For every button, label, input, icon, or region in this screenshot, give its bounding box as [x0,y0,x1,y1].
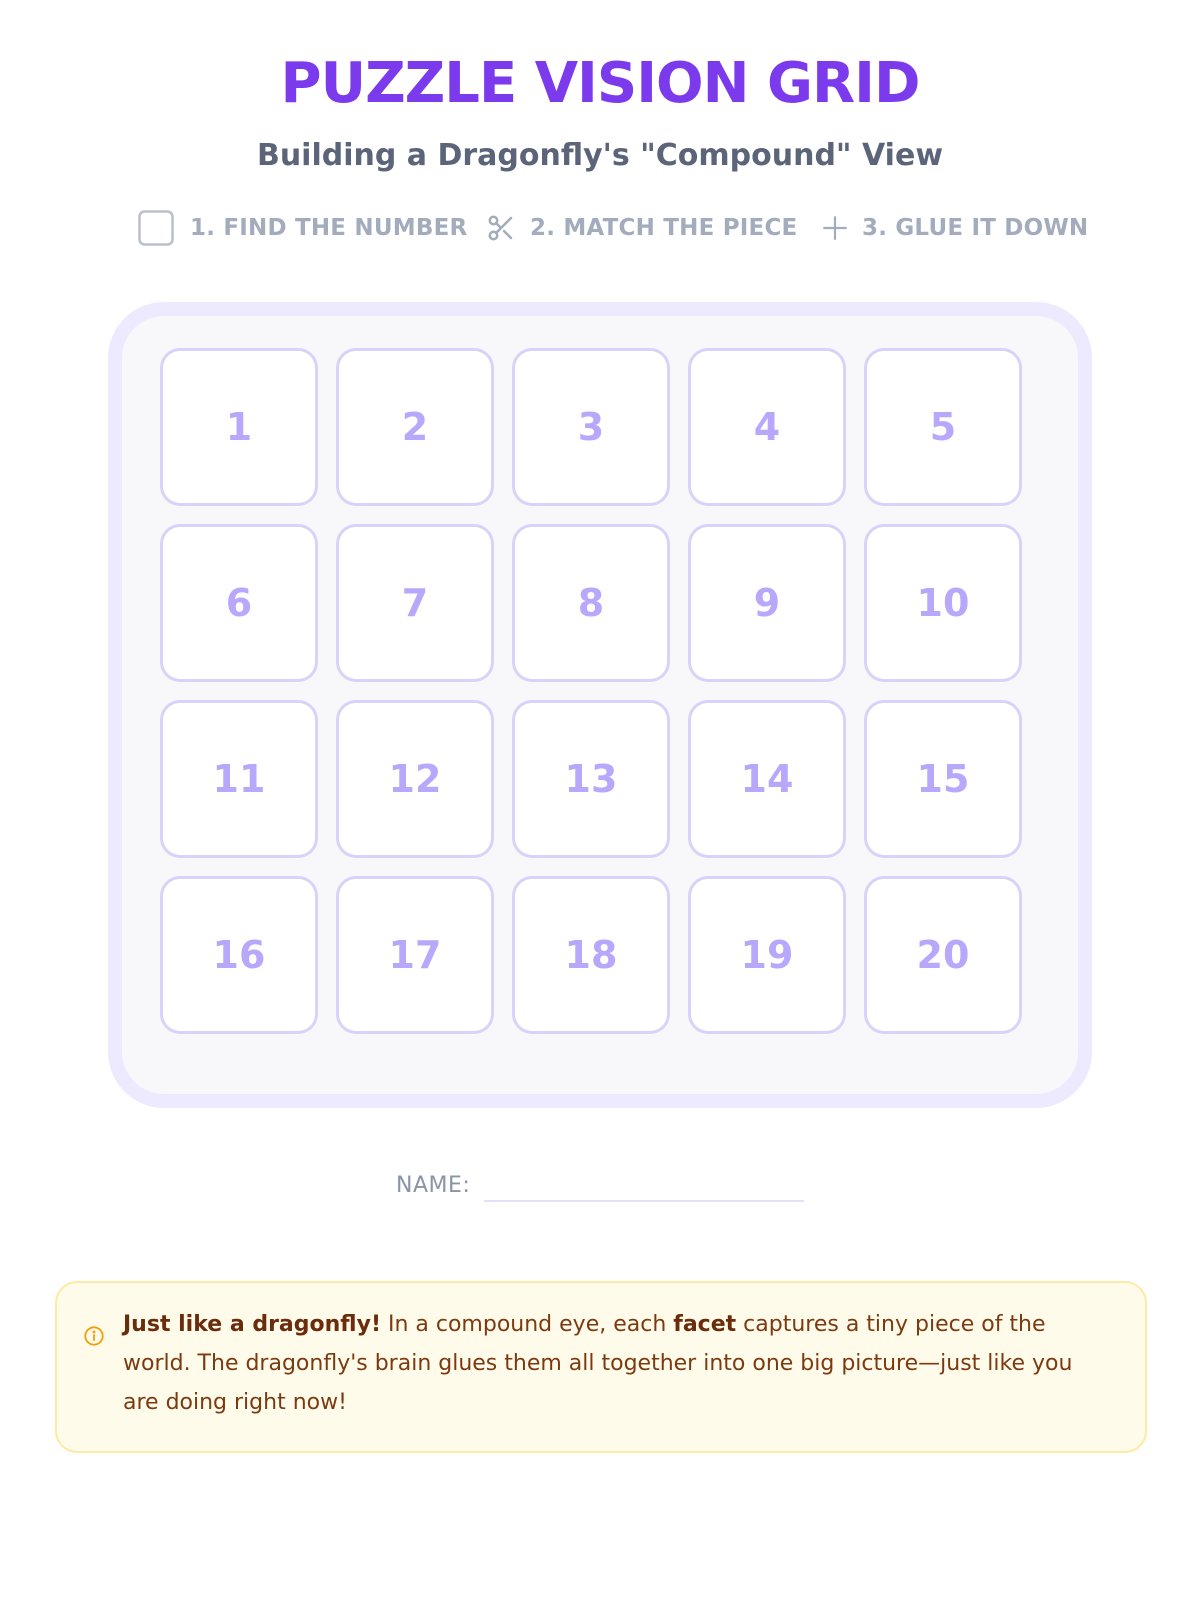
checkbox-icon [138,210,174,246]
grid-cell-11[interactable]: 11 [160,700,318,858]
info-lead: Just like a dragonfly! [123,1312,381,1337]
info-text-part: captures a tiny piece of the world. The dragonfly's brain glues them all together into one big picture—just like you are doing right now! [123,1312,1073,1415]
grid-cell-6[interactable]: 6 [160,524,318,682]
grid-cell-10[interactable]: 10 [864,524,1022,682]
name-input-line[interactable] [484,1200,804,1202]
grid-cell-15[interactable]: 15 [864,700,1022,858]
info-keyword: facet [673,1312,737,1337]
step-label: 3. GLUE IT DOWN [862,215,1089,241]
grid-cell-5[interactable]: 5 [864,348,1022,506]
step-label: 1. FIND THE NUMBER [190,215,468,241]
name-label: NAME: [396,1173,471,1198]
grid-cell-20[interactable]: 20 [864,876,1022,1034]
info-callout [55,1281,1147,1453]
grid-cell-3[interactable]: 3 [512,348,670,506]
grid-cell-2[interactable]: 2 [336,348,494,506]
grid-cell-14[interactable]: 14 [688,700,846,858]
grid-cell-1[interactable]: 1 [160,348,318,506]
step-glue-down [822,204,1088,252]
scissors-icon [486,213,516,243]
grid-cell-12[interactable]: 12 [336,700,494,858]
page-title: PUZZLE VISION GRID [280,51,920,116]
info-icon [83,1325,105,1351]
step-find-number [138,204,467,252]
grid-cell-9[interactable]: 9 [688,524,846,682]
step-match-piece [486,204,797,252]
instruction-steps [0,204,1200,252]
plus-icon [822,215,848,241]
step-label: 2. MATCH THE PIECE [530,215,798,241]
grid-cell-13[interactable]: 13 [512,700,670,858]
grid-cell-18[interactable]: 18 [512,876,670,1034]
info-text-part: In a compound eye, each [380,1312,674,1337]
grid-cell-8[interactable]: 8 [512,524,670,682]
grid-cell-17[interactable]: 17 [336,876,494,1034]
puzzle-grid [108,302,1092,1108]
grid-cell-4[interactable]: 4 [688,348,846,506]
page-subtitle: Building a Dragonfly's "Compound" View [256,138,944,173]
grid-cell-16[interactable]: 16 [160,876,318,1034]
info-text [123,1305,1113,1422]
grid-cell-7[interactable]: 7 [336,524,494,682]
grid-cell-19[interactable]: 19 [688,876,846,1034]
